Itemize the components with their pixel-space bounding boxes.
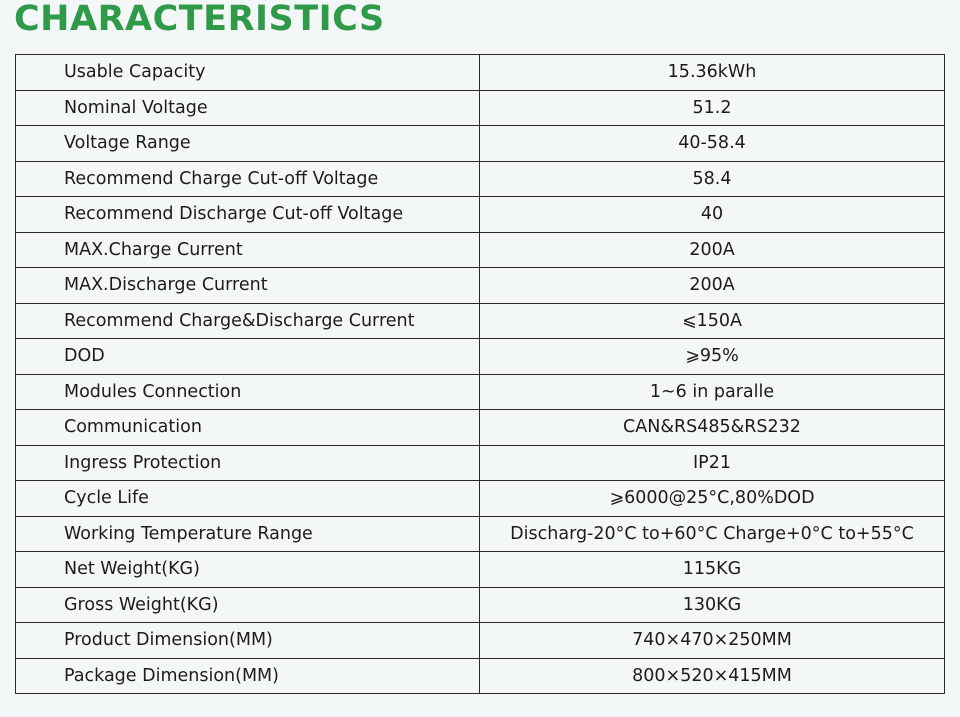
row-value: 130KG	[480, 587, 945, 623]
row-value: 200A	[480, 232, 945, 268]
row-value: 15.36kWh	[480, 55, 945, 91]
row-label: Gross Weight(KG)	[16, 587, 480, 623]
table-row	[16, 481, 945, 517]
row-label: MAX.Discharge Current	[16, 268, 480, 304]
table-row	[16, 268, 945, 304]
row-label: Net Weight(KG)	[16, 552, 480, 588]
table-row	[16, 339, 945, 375]
row-value: ⩽150A	[480, 303, 945, 339]
table-body	[16, 55, 945, 694]
table-row	[16, 55, 945, 91]
row-label: Nominal Voltage	[16, 90, 480, 126]
row-value: 115KG	[480, 552, 945, 588]
row-label: Cycle Life	[16, 481, 480, 517]
row-value: 58.4	[480, 161, 945, 197]
table-row	[16, 197, 945, 233]
row-label: DOD	[16, 339, 480, 375]
row-label: Voltage Range	[16, 126, 480, 162]
table-row	[16, 587, 945, 623]
row-label: Communication	[16, 410, 480, 446]
row-label: Product Dimension(MM)	[16, 623, 480, 659]
table-row	[16, 658, 945, 694]
table-row	[16, 374, 945, 410]
row-value: Discharg-20°C to+60°C Charge+0°C to+55°C	[480, 516, 945, 552]
row-label: Recommend Charge&Discharge Current	[16, 303, 480, 339]
row-label: MAX.Charge Current	[16, 232, 480, 268]
row-value: 1~6 in paralle	[480, 374, 945, 410]
table-row	[16, 410, 945, 446]
row-label: Recommend Charge Cut-off Voltage	[16, 161, 480, 197]
row-label: Working Temperature Range	[16, 516, 480, 552]
table-row	[16, 552, 945, 588]
row-value: 40	[480, 197, 945, 233]
row-label: Ingress Protection	[16, 445, 480, 481]
row-label: Recommend Discharge Cut-off Voltage	[16, 197, 480, 233]
row-value: 800×520×415MM	[480, 658, 945, 694]
row-value: CAN&RS485&RS232	[480, 410, 945, 446]
row-value: ⩾95%	[480, 339, 945, 375]
row-value: 40-58.4	[480, 126, 945, 162]
row-label: Package Dimension(MM)	[16, 658, 480, 694]
table-row	[16, 303, 945, 339]
table-row	[16, 623, 945, 659]
table-row	[16, 516, 945, 552]
row-value: 51.2	[480, 90, 945, 126]
row-value: ⩾6000@25°C,80%DOD	[480, 481, 945, 517]
characteristics-table	[15, 54, 945, 694]
table-row	[16, 161, 945, 197]
page-title: CHARACTERISTICS	[14, 0, 385, 39]
row-value: 740×470×250MM	[480, 623, 945, 659]
table-row	[16, 90, 945, 126]
row-value: 200A	[480, 268, 945, 304]
row-label: Modules Connection	[16, 374, 480, 410]
row-label: Usable Capacity	[16, 55, 480, 91]
row-value: IP21	[480, 445, 945, 481]
table-row	[16, 445, 945, 481]
table-row	[16, 126, 945, 162]
table-row	[16, 232, 945, 268]
